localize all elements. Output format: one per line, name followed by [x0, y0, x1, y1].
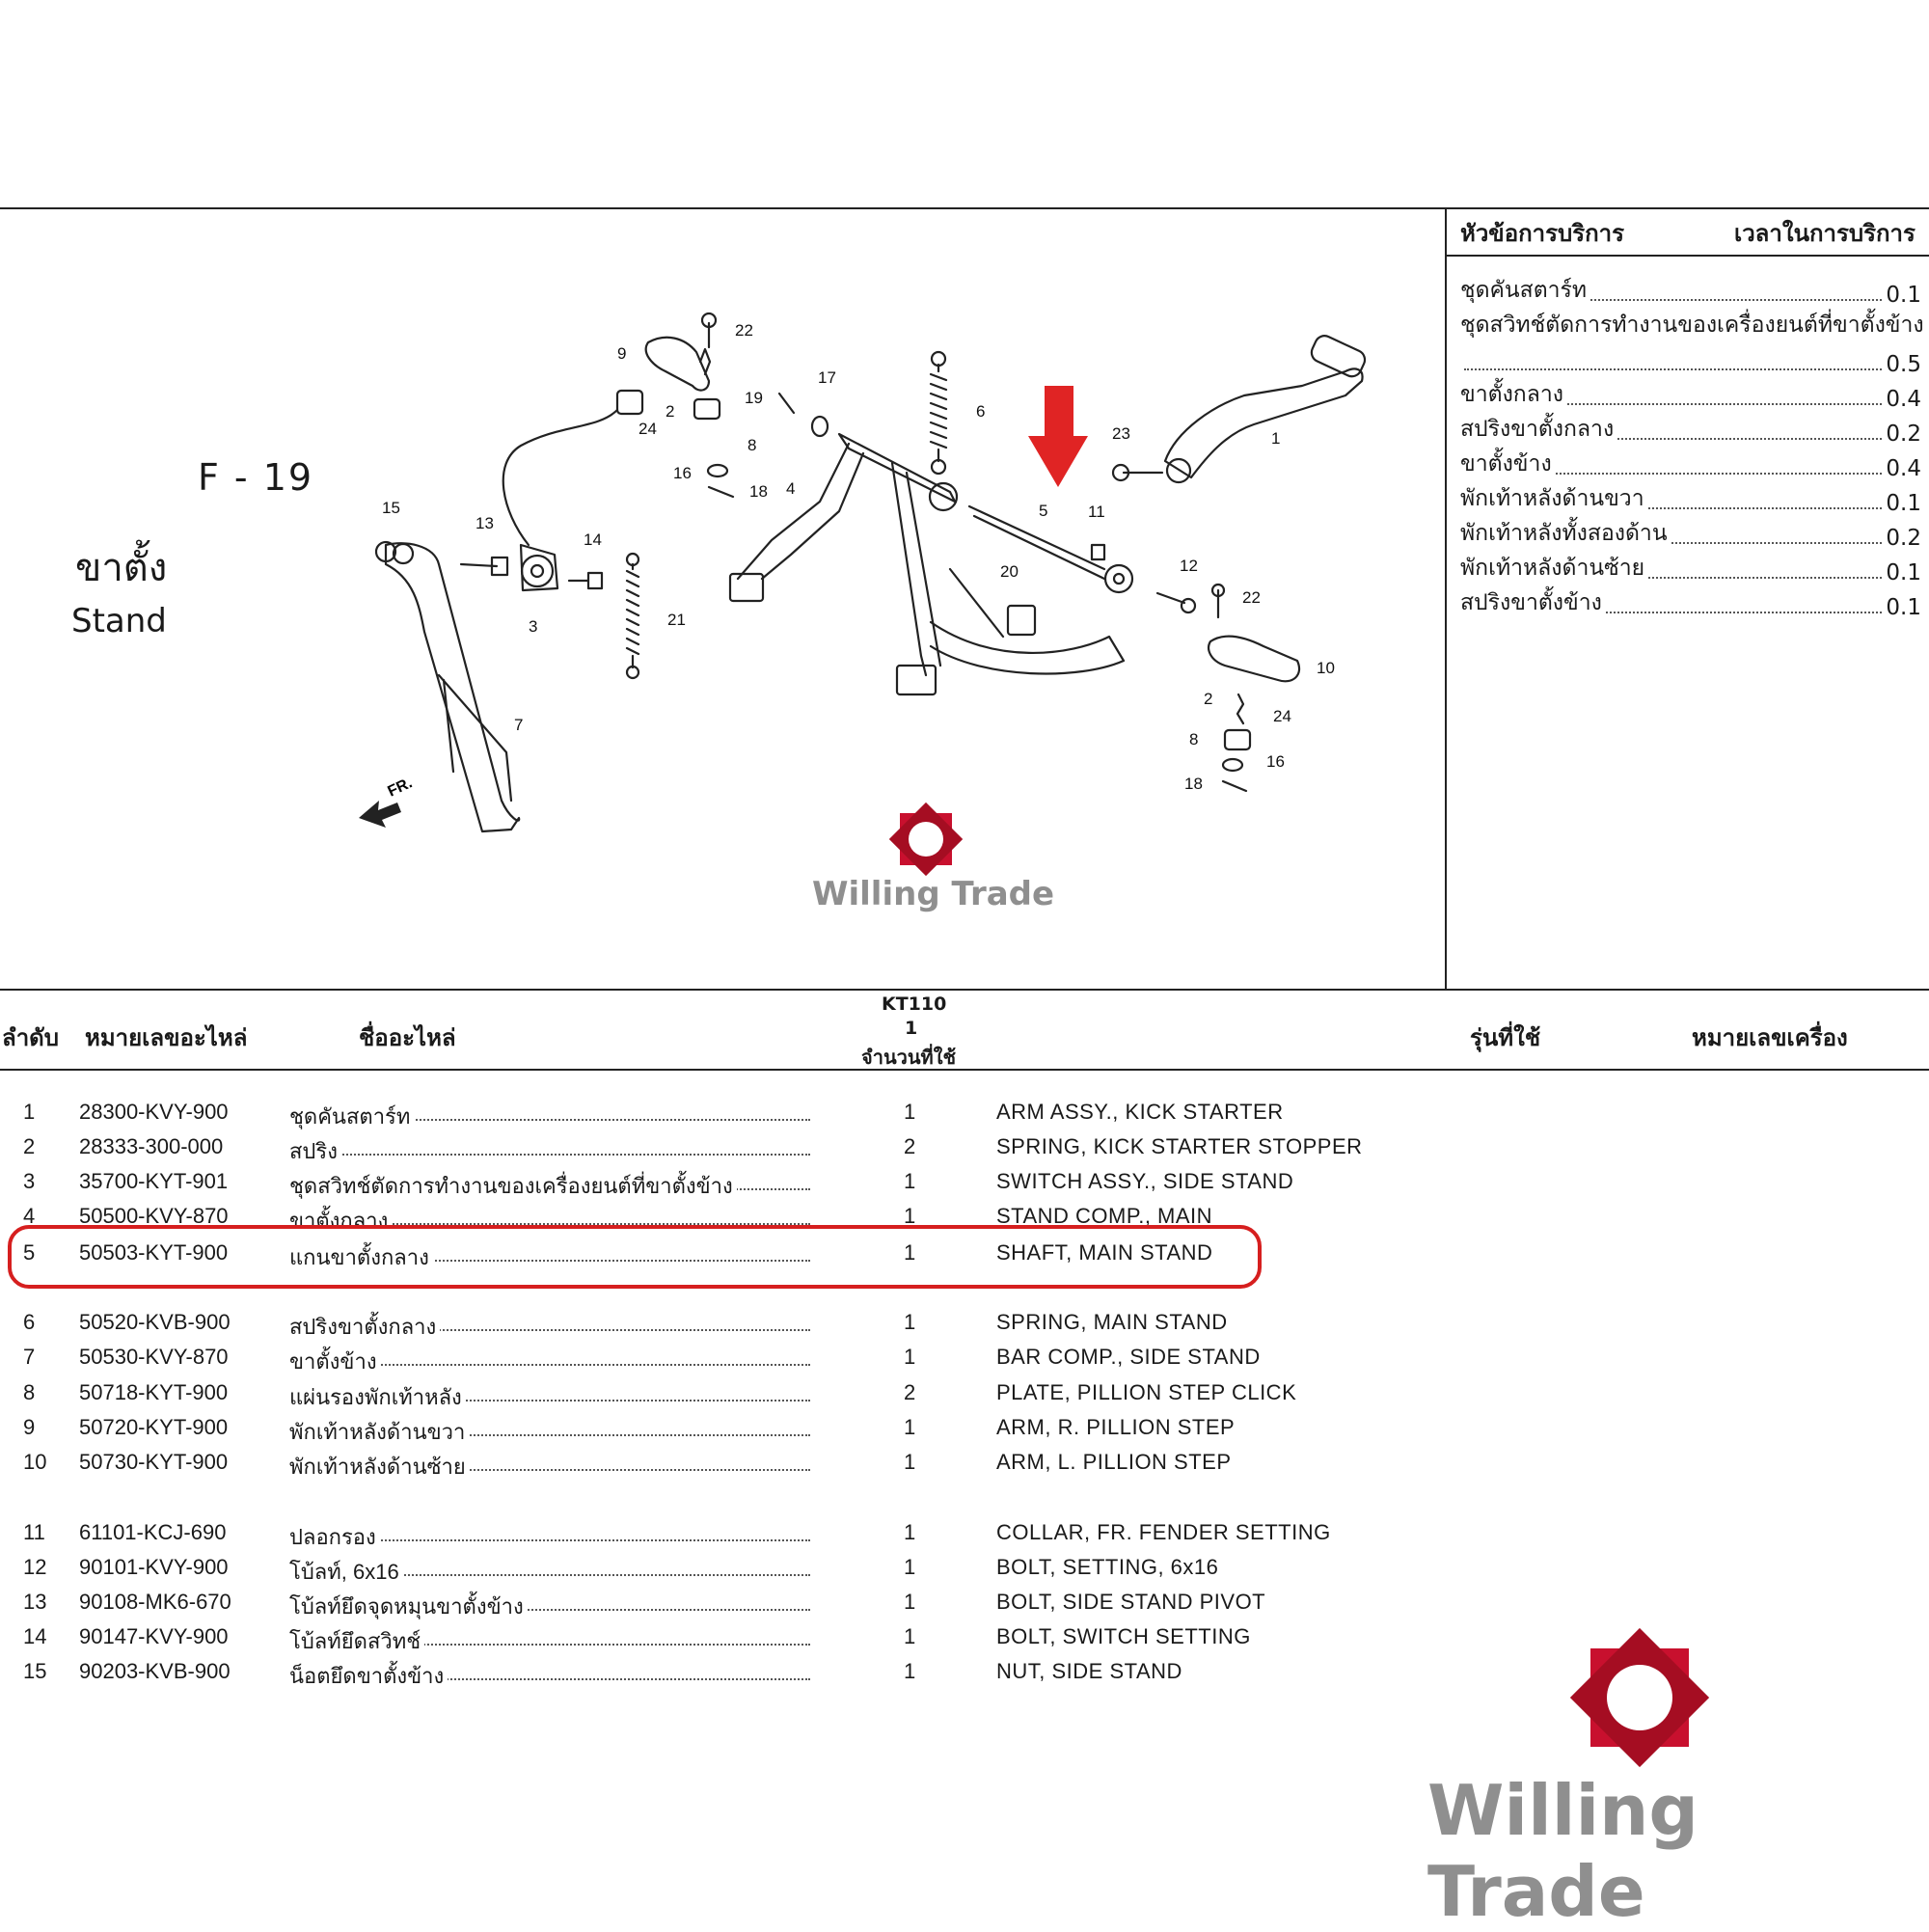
row-number: 11 — [23, 1520, 45, 1544]
part-name-thai: โบ้ลท์ยึดสวิทช์ — [289, 1624, 424, 1658]
callout-2: 2 — [1204, 690, 1213, 708]
part-number: 90203-KVB-900 — [79, 1659, 231, 1683]
part-name-thai: พักเท้าหลังด้านขวา — [289, 1415, 469, 1449]
part-name-thai: แผ่นรองพักเท้าหลัง — [289, 1380, 466, 1414]
quantity: 1 — [904, 1450, 916, 1474]
leader-dots — [289, 1154, 810, 1156]
part-name-english: ARM, R. PILLION STEP — [996, 1415, 1236, 1439]
service-item-time: 0.2 — [1886, 422, 1921, 447]
part-name-english: COLLAR, FR. FENDER SETTING — [996, 1520, 1331, 1544]
callout-13: 13 — [475, 514, 494, 532]
watermark-text-large: Willing Trade — [1427, 1770, 1698, 1932]
part-number: 50530-KVY-870 — [79, 1345, 229, 1369]
service-item-name: สปริงขาตั้งข้าง — [1460, 590, 1602, 615]
leader-dots — [1617, 438, 1882, 440]
quantity: 1 — [904, 1169, 916, 1193]
service-item-time: 0.1 — [1886, 560, 1921, 585]
service-item-name: ชุดสวิทช์ตัดการทำงานของเครื่องยนต์ที่ขาตั้งข้าง — [1460, 313, 1924, 338]
row-number: 13 — [23, 1590, 47, 1614]
service-item — [1460, 518, 1921, 551]
part-number: 90101-KVY-900 — [79, 1555, 229, 1579]
service-item-time: 0.4 — [1886, 387, 1921, 412]
service-item-time: 0.1 — [1886, 283, 1921, 308]
service-item — [1460, 344, 1921, 377]
figure-title-thai: ขาตั้ง — [75, 546, 168, 590]
part-name-english: PLATE, PILLION STEP CLICK — [996, 1380, 1297, 1404]
table-row — [0, 1624, 1350, 1657]
panel-divider — [1445, 207, 1447, 989]
quantity: 1 — [904, 1415, 916, 1439]
column-header-engine-number: หมายเลขเครื่อง — [1692, 1024, 1848, 1051]
part-number: 50520-KVB-900 — [79, 1310, 231, 1334]
table-row — [0, 1450, 1350, 1483]
callout-7: 7 — [514, 716, 524, 734]
leader-dots — [1556, 473, 1883, 475]
row-number: 9 — [23, 1415, 36, 1439]
row-number: 2 — [23, 1134, 36, 1158]
callout-16: 16 — [673, 464, 692, 482]
part-name-english: BOLT, SETTING, 6x16 — [996, 1555, 1219, 1579]
callout-16: 16 — [1266, 752, 1285, 771]
callout-18: 18 — [749, 482, 768, 501]
callout-11: 11 — [1088, 503, 1105, 521]
quantity: 1 — [904, 1310, 916, 1334]
table-row — [0, 1520, 1350, 1553]
callout-22: 22 — [735, 321, 753, 340]
callout-8: 8 — [747, 436, 757, 454]
leader-dots — [1567, 403, 1882, 405]
callout-14: 14 — [584, 531, 602, 549]
table-row — [0, 1415, 1350, 1448]
callout-10: 10 — [1317, 659, 1335, 677]
table-row — [0, 1590, 1350, 1622]
part-name-english: STAND COMP., MAIN — [996, 1204, 1213, 1228]
service-item — [1460, 587, 1921, 620]
part-name-thai: แกนขาตั้งกลาง — [289, 1240, 433, 1274]
callout-8: 8 — [1189, 730, 1199, 748]
part-number: 50718-KYT-900 — [79, 1380, 229, 1404]
row-number: 4 — [23, 1204, 36, 1228]
service-item-name: พักเท้าหลังทั้งสองด้าน — [1460, 521, 1668, 546]
callout-6: 6 — [976, 402, 986, 421]
quantity: 2 — [904, 1380, 916, 1404]
table-row — [0, 1100, 1350, 1132]
service-item-time: 0.2 — [1886, 526, 1921, 551]
callout-1: 1 — [1271, 429, 1281, 448]
part-number: 90147-KVY-900 — [79, 1624, 229, 1648]
callout-4: 4 — [786, 479, 796, 498]
part-name-english: SHAFT, MAIN STAND — [996, 1240, 1213, 1265]
part-name-english: BAR COMP., SIDE STAND — [996, 1345, 1261, 1369]
column-header-model: KT110 — [882, 993, 947, 1015]
part-name-thai: โบ้ลท์, 6x16 — [289, 1555, 403, 1589]
quantity: 1 — [904, 1659, 916, 1683]
part-name-english: SPRING, MAIN STAND — [996, 1310, 1228, 1334]
row-number: 7 — [23, 1345, 36, 1369]
front-label: FR. — [385, 775, 416, 801]
leader-dots — [1606, 612, 1883, 613]
row-number: 3 — [23, 1169, 36, 1193]
part-name-english: ARM, L. PILLION STEP — [996, 1450, 1232, 1474]
part-name-english: SPRING, KICK STARTER STOPPER — [996, 1134, 1363, 1158]
part-name-thai: ปลอกรอง — [289, 1520, 380, 1554]
row-number: 12 — [23, 1555, 47, 1579]
part-name-thai: ชุดสวิทช์ตัดการทำงานของเครื่องยนต์ที่ขาตั้งข้าง — [289, 1169, 737, 1203]
part-number: 50500-KVY-870 — [79, 1204, 229, 1228]
part-number: 50720-KYT-900 — [79, 1415, 229, 1439]
watermark-text-small: Willing Trade — [812, 875, 1055, 913]
figure-code: F - 19 — [198, 456, 314, 499]
quantity: 1 — [904, 1100, 916, 1124]
service-item-name: พักเท้าหลังด้านขวา — [1460, 486, 1644, 511]
service-item-time: 0.5 — [1886, 352, 1921, 377]
part-name-english: ARM ASSY., KICK STARTER — [996, 1100, 1284, 1124]
quantity: 2 — [904, 1134, 916, 1158]
leader-dots — [1671, 542, 1883, 544]
column-header-variant: รุ่นที่ใช้ — [1470, 1024, 1541, 1051]
quantity: 1 — [904, 1345, 916, 1369]
table-row — [0, 1345, 1350, 1377]
service-item — [1460, 379, 1921, 412]
callout-20: 20 — [1000, 562, 1019, 581]
row-number: 5 — [23, 1240, 36, 1265]
callout-19: 19 — [745, 389, 763, 407]
service-item-time: 0.1 — [1886, 491, 1921, 516]
part-name-thai: น็อตยึดขาตั้งข้าง — [289, 1659, 448, 1693]
part-number: 28300-KVY-900 — [79, 1100, 229, 1124]
leader-dots — [1590, 299, 1882, 301]
service-item-time: 0.4 — [1886, 456, 1921, 481]
table-row — [0, 1555, 1350, 1588]
row-number: 8 — [23, 1380, 36, 1404]
service-item — [1460, 553, 1921, 585]
table-row — [0, 1310, 1350, 1343]
callout-9: 9 — [617, 344, 627, 363]
callout-24: 24 — [1273, 707, 1291, 725]
part-number: 28333-300-000 — [79, 1134, 224, 1158]
row-number: 15 — [23, 1659, 47, 1683]
column-header-part-name: ชื่ออะไหล่ — [359, 1024, 456, 1051]
service-item-name: สปริงขาตั้งกลาง — [1460, 417, 1615, 442]
part-name-thai: สปริง — [289, 1134, 341, 1168]
part-name-thai: สปริงขาตั้งกลาง — [289, 1310, 440, 1344]
service-item-name: ขาตั้งข้าง — [1460, 451, 1552, 476]
column-header-part-number: หมายเลขอะไหล่ — [85, 1024, 248, 1051]
table-row — [0, 1134, 1363, 1167]
table-row — [0, 1169, 1350, 1202]
service-item-time: 0.1 — [1886, 595, 1921, 620]
part-name-english: SWITCH ASSY., SIDE STAND — [996, 1169, 1294, 1193]
row-number: 6 — [23, 1310, 36, 1334]
part-name-english: BOLT, SWITCH SETTING — [996, 1624, 1251, 1648]
callout-23: 23 — [1112, 424, 1130, 443]
part-number: 50503-KYT-900 — [79, 1240, 229, 1265]
leader-dots — [1648, 507, 1883, 509]
column-header-model-sub: 1 — [905, 1018, 918, 1039]
callout-15: 15 — [382, 499, 400, 517]
service-item — [1460, 275, 1921, 308]
callout-17: 17 — [818, 368, 836, 387]
column-header-quantity: จำนวนที่ใช้ — [861, 1046, 957, 1069]
service-item-name: ขาตั้งกลาง — [1460, 382, 1563, 407]
part-name-thai: พักเท้าหลังด้านซ้าย — [289, 1450, 470, 1483]
service-item-name: พักเท้าหลังด้านซ้าย — [1460, 556, 1645, 581]
service-item — [1460, 414, 1921, 447]
service-item — [1460, 449, 1921, 481]
table-row — [0, 1380, 1350, 1413]
table-row — [0, 1659, 1350, 1692]
figure-title-english: Stand — [71, 602, 167, 640]
service-header-rule — [1445, 255, 1929, 257]
column-header-no: ลำดับ — [2, 1024, 60, 1051]
quantity: 1 — [904, 1520, 916, 1544]
callout-5: 5 — [1039, 502, 1048, 520]
part-name-english: NUT, SIDE STAND — [996, 1659, 1182, 1683]
part-number: 90108-MK6-670 — [79, 1590, 231, 1614]
row-number: 14 — [23, 1624, 47, 1648]
part-number: 61101-KCJ-690 — [79, 1520, 227, 1544]
part-number: 35700-KYT-901 — [79, 1169, 229, 1193]
service-topic-header: หัวข้อการบริการ — [1460, 220, 1625, 247]
leader-dots — [1464, 368, 1882, 370]
part-number: 50730-KYT-900 — [79, 1450, 229, 1474]
service-time-header: เวลาในการบริการ — [1734, 220, 1915, 247]
quantity: 1 — [904, 1204, 916, 1228]
row-highlight-box — [8, 1225, 1262, 1289]
service-item — [1460, 483, 1921, 516]
quantity: 1 — [904, 1624, 916, 1648]
quantity: 1 — [904, 1555, 916, 1579]
callout-21: 21 — [667, 611, 686, 629]
part-name-thai: ชุดคันสตาร์ท — [289, 1100, 414, 1133]
quantity: 1 — [904, 1240, 916, 1265]
leader-dots — [1648, 577, 1882, 579]
part-name-thai: โบ้ลท์ยึดจุดหมุนขาตั้งข้าง — [289, 1590, 528, 1623]
callout-12: 12 — [1180, 557, 1198, 575]
part-name-thai: ขาตั้งกลาง — [289, 1204, 392, 1238]
quantity: 1 — [904, 1590, 916, 1614]
callout-24: 24 — [638, 420, 657, 438]
callout-18: 18 — [1184, 775, 1203, 793]
callout-3: 3 — [529, 617, 538, 636]
row-number: 10 — [23, 1450, 47, 1474]
service-item-name: ชุดคันสตาร์ท — [1460, 278, 1588, 303]
watermark-logo-large — [1558, 1616, 1722, 1780]
callout-2: 2 — [666, 402, 675, 421]
part-name-thai: ขาตั้งข้าง — [289, 1345, 381, 1378]
part-name-english: BOLT, SIDE STAND PIVOT — [996, 1590, 1266, 1614]
service-item — [1460, 310, 1924, 342]
row-number: 1 — [23, 1100, 36, 1124]
callout-22: 22 — [1242, 588, 1261, 607]
